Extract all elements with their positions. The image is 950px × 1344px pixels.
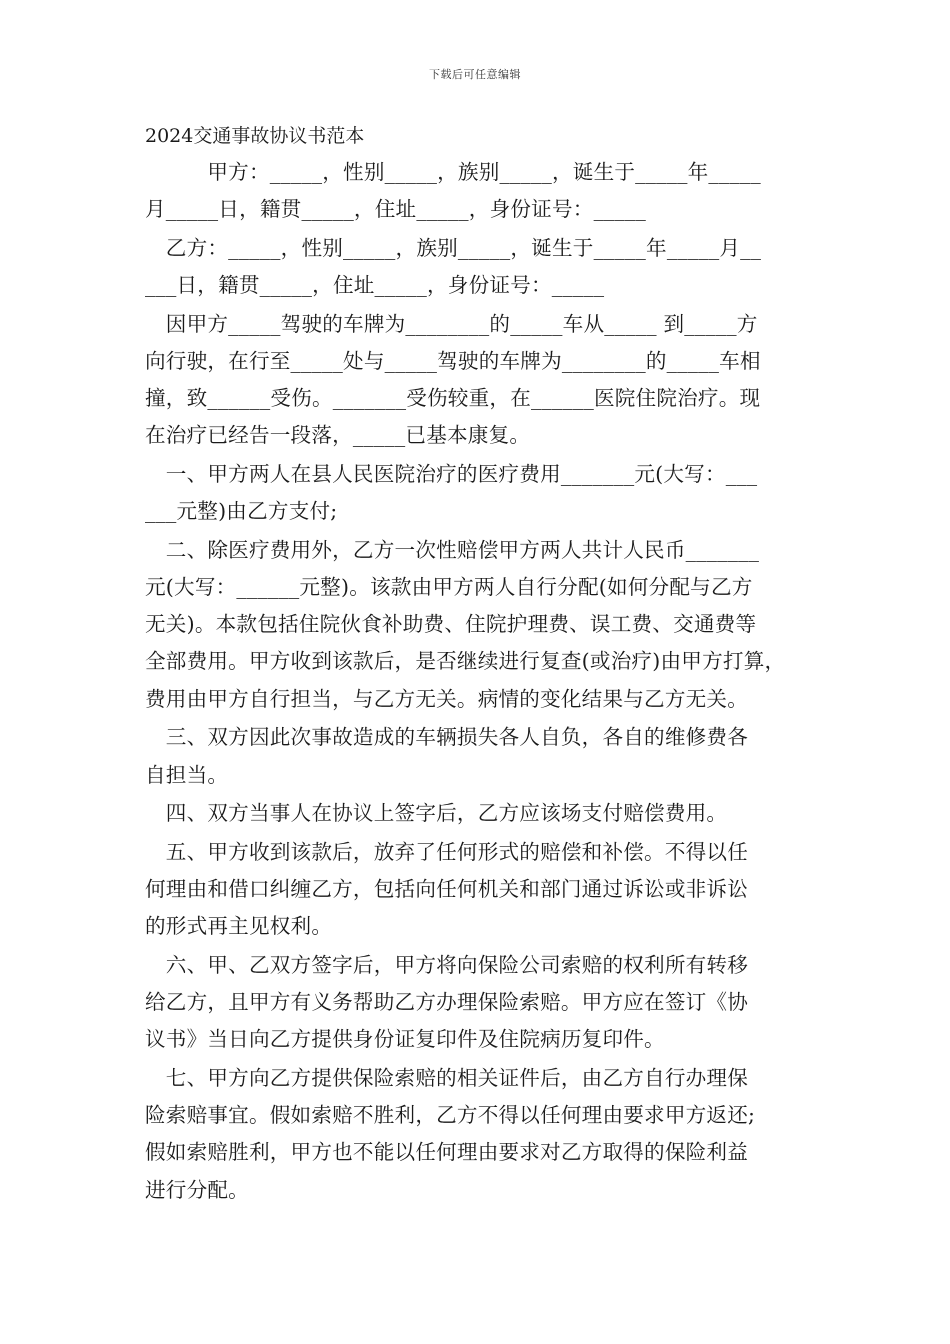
paragraph-clause-6 <box>145 947 810 1059</box>
paragraph-line: 月_____日，籍贯_____，住址_____，身份证号：_____ <box>145 197 647 222</box>
paragraph-line: 险索赔事宜。假如索赔不胜利，乙方不得以任何理由要求甲方返还; <box>145 1103 756 1128</box>
paragraph-line: 因甲方_____驾驶的车牌为________的_____车从_____ 到_____方 <box>145 311 758 336</box>
paragraph-party-a <box>145 154 810 228</box>
paragraph-line: 一、甲方两人在县人民医院治疗的医疗费用_______元(大写：___ <box>145 462 758 486</box>
paragraph-party-b <box>145 230 810 304</box>
paragraph-line: 的形式再主见权利。 <box>145 914 333 939</box>
paragraph-line: 二、除医疗费用外，乙方一次性赔偿甲方两人共计人民币_______ <box>145 537 760 562</box>
paragraph-line: 给乙方，且甲方有义务帮助乙方办理保险索赔。甲方应在签订《协 <box>145 990 749 1015</box>
paragraph-line: 甲方：_____，性别_____，族别_____，诞生于_____年_____ <box>145 160 761 184</box>
paragraph-line: 全部费用。甲方收到该款后，是否继续进行复查(或治疗)由甲方打算， <box>145 649 786 674</box>
paragraph-line: 三、双方因此次事故造成的车辆损失各人自负，各自的维修费各 <box>145 725 749 750</box>
paragraph-line: 进行分配。 <box>145 1177 249 1202</box>
paragraph-line: 向行驶，在行至_____处与_____驾驶的车牌为________的_____车相 <box>145 348 761 373</box>
paragraph-line: 假如索赔胜利，甲方也不能以任何理由要求对乙方取得的保险利益 <box>145 1140 749 1165</box>
paragraph-line: 撞，致______受伤。_______受伤较重，在______医院住院治疗。现 <box>145 386 761 411</box>
paragraph-accident-description <box>145 306 810 455</box>
document-title: 2024交通事故协议书范本 <box>145 125 365 147</box>
paragraph-line: 费用由甲方自行担当，与乙方无关。病情的变化结果与乙方无关。 <box>145 686 749 711</box>
paragraph-clause-7 <box>145 1060 810 1209</box>
paragraph-line: 七、甲方向乙方提供保险索赔的相关证件后，由乙方自行办理保 <box>145 1066 749 1090</box>
paragraph-clause-1 <box>145 456 810 530</box>
paragraph-line: ___元整)由乙方支付; <box>145 499 338 524</box>
paragraph-line: 无关)。本款包括住院伙食补助费、住院护理费、误工费、交通费等 <box>145 612 757 637</box>
paragraph-line: 元(大写：______元整)。该款由甲方两人自行分配(如何分配与乙方 <box>145 575 753 600</box>
paragraph-line: 议书》当日向乙方提供身份证复印件及住院病历复印件。 <box>145 1027 665 1052</box>
paragraph-line: ___日，籍贯_____，住址_____，身份证号：_____ <box>145 273 605 298</box>
paragraph-line: 自担当。 <box>145 762 229 787</box>
header-note: 下载后可任意编辑 <box>429 68 521 81</box>
paragraph-clause-2 <box>145 532 810 718</box>
paragraph-clause-5 <box>145 834 810 946</box>
paragraph-clause-4 <box>145 795 810 832</box>
paragraph-line: 乙方：_____，性别_____，族别_____，诞生于_____年_____月__ <box>145 235 762 260</box>
paragraph-line: 何理由和借口纠缠乙方，包括向任何机关和部门通过诉讼或非诉讼 <box>145 877 749 902</box>
paragraph-line: 六、甲、乙双方签字后，甲方将向保险公司索赔的权利所有转移 <box>145 952 749 977</box>
document-body <box>145 154 810 1210</box>
paragraph-line: 在治疗已经告一段落，_____已基本康复。 <box>145 423 531 448</box>
paragraph-clause-3 <box>145 719 810 793</box>
paragraph-line: 五、甲方收到该款后，放弃了任何形式的赔偿和补偿。不得以任 <box>145 839 749 864</box>
paragraph-line: 四、双方当事人在协议上签字后，乙方应该场支付赔偿费用。 <box>145 801 728 826</box>
